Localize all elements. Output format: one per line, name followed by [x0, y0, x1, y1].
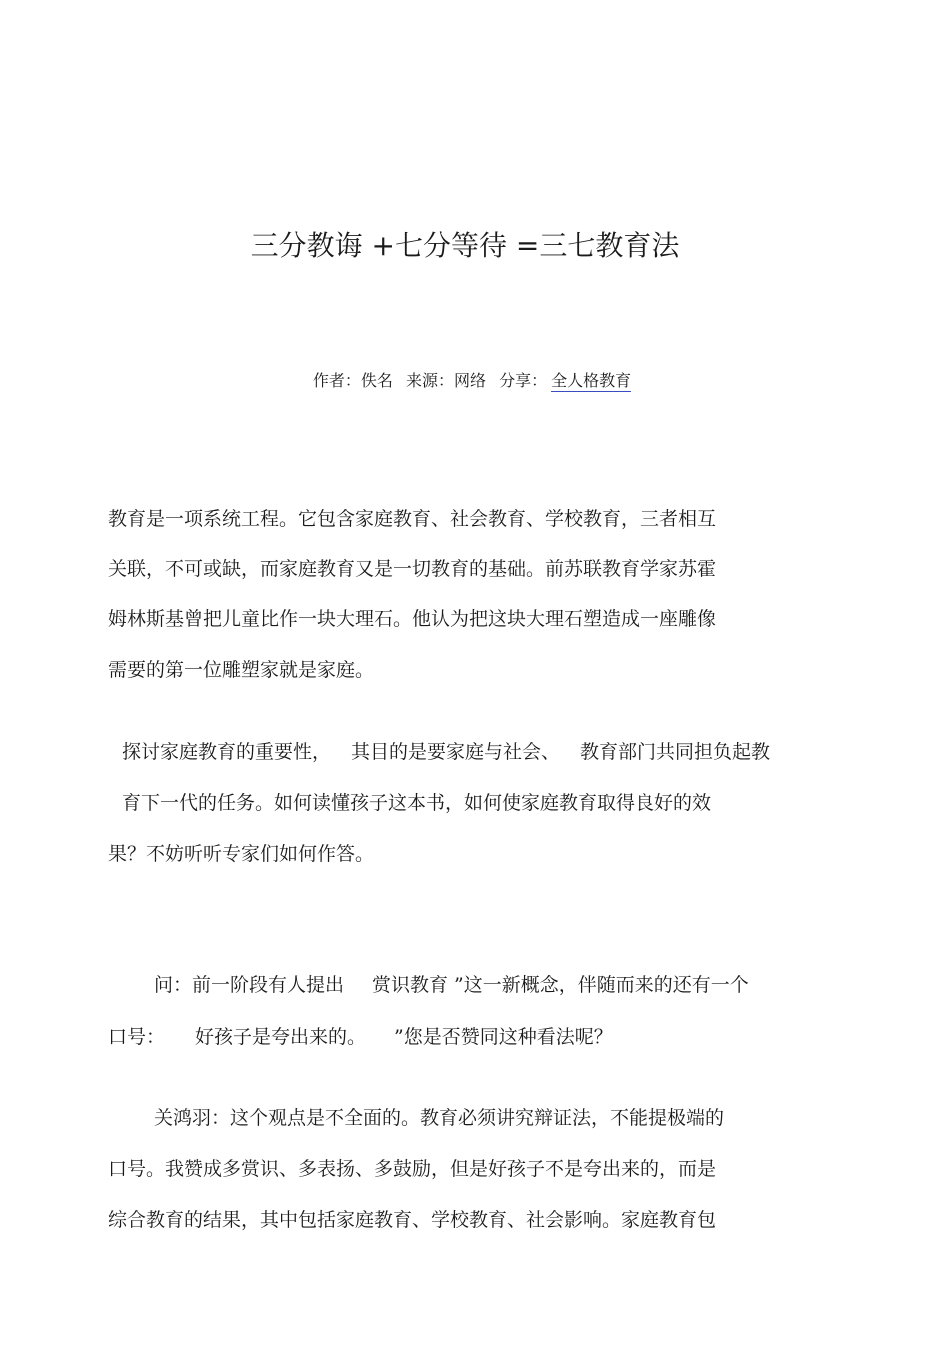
question-fragment: 赏识教育 ”这一新概念，伴随而来的还有一个 [372, 974, 749, 996]
question-fragment: ”您是否赞同这种看法呢？ [394, 1026, 613, 1048]
paragraph-fragment: 探讨家庭教育的重要性， [122, 741, 332, 763]
paragraph-line: 姆林斯基曾把儿童比作一块大理石。他认为把这块大理石塑造成一座雕像 [108, 608, 717, 630]
source-label: 来源：网络 [405, 371, 486, 390]
article-meta [0, 368, 940, 391]
question-fragment: 问：前一阶段有人提出 [154, 974, 345, 996]
share-link[interactable]: 全人格教育 [551, 371, 632, 390]
paragraph-line: 需要的第一位雕塑家就是家庭。 [108, 659, 375, 681]
author-label: 作者：佚名 [312, 371, 393, 390]
answer-line: 关鸿羽：这个观点是不全面的。教育必须讲究辩证法，不能提极端的 [154, 1107, 725, 1129]
answer-line: 口号。我赞成多赏识、多表扬、多鼓励，但是好孩子不是夸出来的，而是 [108, 1158, 717, 1180]
article-title: 三分教诲 +七分等待 =三七教育法 [250, 229, 680, 262]
paragraph-line: 育下一代的任务。如何读懂孩子这本书，如何使家庭教育取得良好的效 [122, 792, 712, 814]
paragraph-line: 果？不妨听听专家们如何作答。 [108, 843, 375, 865]
question-fragment: 好孩子是夸出来的。 [195, 1026, 367, 1048]
answer-line: 综合教育的结果，其中包括家庭教育、学校教育、社会影响。家庭教育包 [108, 1209, 717, 1231]
share-label: 分享： [499, 371, 548, 390]
paragraph-line: 关联，不可或缺，而家庭教育又是一切教育的基础。前苏联教育学家苏霍 [108, 558, 717, 580]
paragraph-fragment: 其目的是要家庭与社会、 [351, 741, 561, 763]
question-line [108, 1022, 613, 1049]
subheading [154, 887, 188, 909]
paragraph-line: 教育是一项系统工程。它包含家庭教育、社会教育、学校教育，三者相互 [108, 508, 717, 530]
question-line [154, 970, 749, 997]
question-fragment: 口号： [108, 1026, 166, 1048]
paragraph-line [122, 737, 770, 764]
paragraph-fragment: 教育部门共同担负起教 [580, 741, 771, 763]
